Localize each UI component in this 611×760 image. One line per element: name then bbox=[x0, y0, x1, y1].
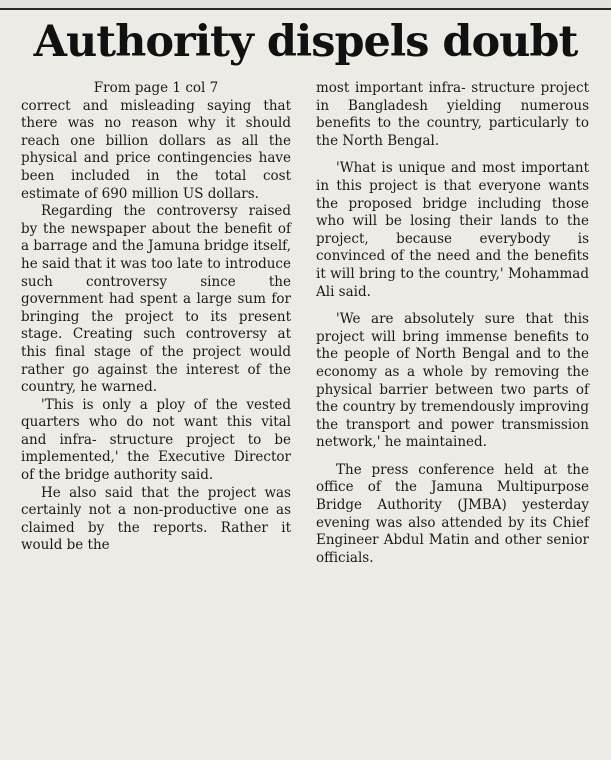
article-paragraph: The press conference held at the office of the Jamuna Multipurpose Bridge Authority (JMBA) yesterday evening was also attended by its Chief Engineer Abdul Matin and other senior officials. bbox=[316, 461, 589, 566]
article-headline: Authority dispels doubt bbox=[33, 17, 578, 67]
page-top-rule bbox=[0, 0, 611, 10]
article-paragraph: most important infra- structure project in Bangladesh yielding numerous benefits to the country, particularly to the North Bengal. bbox=[316, 80, 589, 149]
article-dateline: From page 1 col 7 bbox=[93, 80, 219, 96]
article-paragraph: 'What is unique and most important in this project is that everyone wants the proposed bridge including those who will be losing their lands to the project, because everybody is convinced of the need and the benefits it will bring to the country,' Mohammad Ali said. bbox=[316, 160, 589, 300]
article-paragraph: Regarding the controversy raised by the newspaper about the benefit of a barrage and the Jamuna bridge itself, he said that it was too late to introduce such controversy since the government had spent a large sum for bringing the project to its present stage. Creating such controversy at this final stage of the project would rather go against the interest of the country, he warned. bbox=[21, 203, 291, 396]
article-paragraph: 'This is only a ploy of the vested quarters who do not want this vital and infra- structure project to be implemented,' the Executive Director of the bridge authority said. bbox=[21, 396, 291, 484]
article-column-right bbox=[316, 80, 589, 567]
article-column-left bbox=[21, 80, 291, 555]
article-paragraph: correct and misleading saying that there was no reason why it should reach one billion dollars as all the physical and price contingencies have been included in the total cost estimate of 690 million US dollars. bbox=[21, 97, 291, 202]
article-paragraph: He also said that the project was certainly not a non-productive one as claimed by the reports. Rather it would be the bbox=[21, 484, 291, 554]
article-paragraph: 'We are absolutely sure that this project will bring immense benefits to the people of North Bengal and to the economy as a whole by removing the physical barrier between two parts of the country by tremendously improving the transport and power transmission network,' he maintained. bbox=[316, 311, 589, 451]
